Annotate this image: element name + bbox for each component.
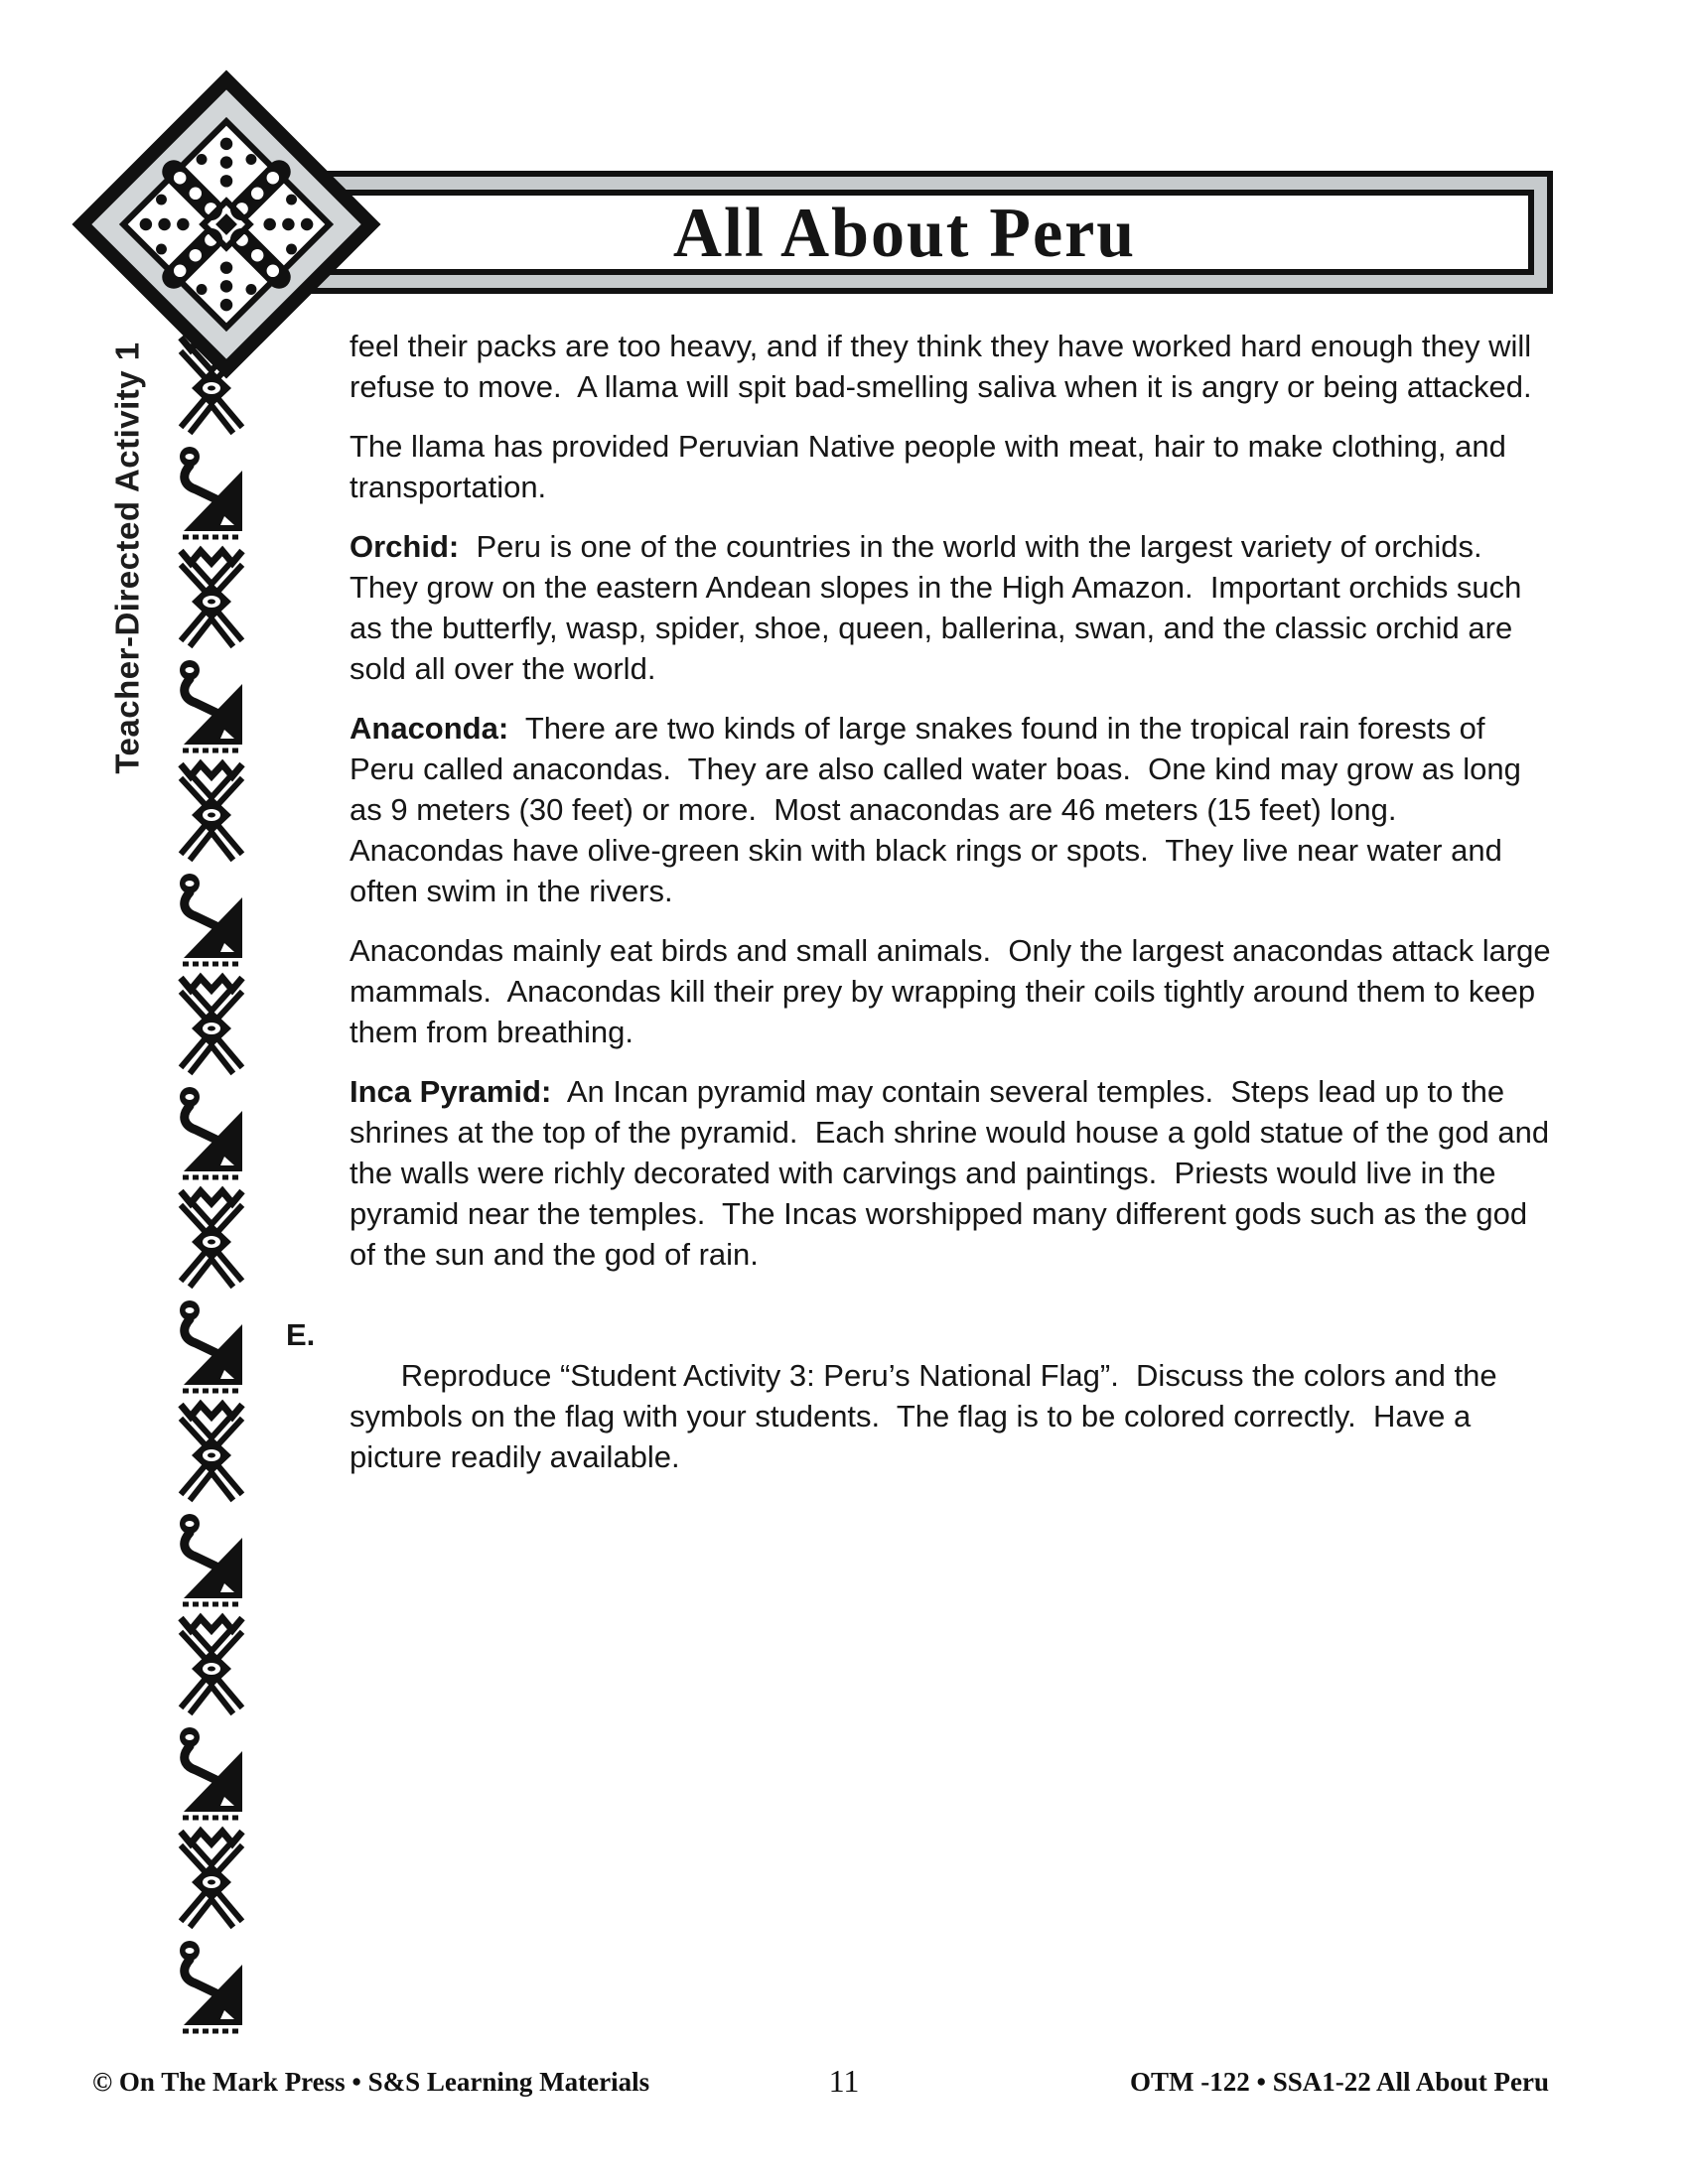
- page-number: 11: [828, 2063, 860, 2099]
- paragraph-lead: Inca Pyramid:: [350, 1074, 552, 1109]
- activity-item-text: Reproduce “Student Activity 3: Peru’s National Flag”. Discuss the colors and the symbols on the flag with your students. The flag is to be colored correctly. Have a picture readily available.: [350, 1358, 1506, 1474]
- page-footer: [0, 2061, 1688, 2107]
- body-paragraph: [350, 326, 1553, 407]
- title-banner: [256, 171, 1553, 294]
- body-paragraph: [350, 526, 1553, 689]
- sidebar-activity-label: Teacher-Directed Activity 1: [109, 341, 146, 774]
- paragraph-lead: Orchid:: [350, 529, 460, 564]
- title-banner-inner: [275, 190, 1534, 275]
- paragraph-text: Anacondas mainly eat birds and small animals. Only the largest anacondas attack large mammals. Anacondas kill their prey by wrapping their coils tightly around them to keep them from breathing.: [350, 933, 1560, 1049]
- paragraph-text: Peru is one of the countries in the world with the largest variety of orchids. They grow on the eastern Andean slopes in the High Amazon. Important orchids such as the butterfly, wasp, spider, shoe, queen, ballerina, swan, and the classic orchid are sold all over the world.: [350, 529, 1531, 686]
- inca-diamond-logo: [71, 69, 381, 379]
- paragraph-text: An Incan pyramid may contain several temples. Steps lead up to the shrines at the top of the pyramid. Each shrine would house a gold statue of the god and the walls were richly decorated with carvings and paintings. Priests would live in the pyramid near the temples. The Incas worshipped many different gods such as the god of the sun and the god of rain.: [350, 1074, 1558, 1272]
- paragraph-lead: Anaconda:: [350, 711, 509, 746]
- footer-product-code: OTM -122 • SSA1-22 All About Peru: [1130, 2067, 1549, 2097]
- body-paragraph: [350, 1071, 1558, 1275]
- paragraph-text: There are two kinds of large snakes found in the tropical rain forests of Peru called anacondas. They are also called water boas. One kind may grow as long as 9 meters (30 feet) or more. Most anacondas are 46 meters (15 feet) long. Anacondas have olive-green skin with black rings or spots. They live near water and often swim in the rivers.: [350, 711, 1530, 908]
- body-text-column: [286, 326, 1560, 1518]
- footer-publisher: © On The Mark Press • S&S Learning Materials: [92, 2067, 650, 2097]
- body-paragraph: [350, 708, 1553, 911]
- body-paragraph: [350, 426, 1553, 507]
- inca-bird-border-pattern: [175, 336, 248, 2045]
- page-title: All About Peru: [672, 192, 1137, 272]
- activity-item-E: [286, 1314, 1553, 1518]
- body-paragraph: [350, 930, 1560, 1052]
- paragraph-text: feel their packs are too heavy, and if they think they have worked hard enough they will refuse to move. A llama will spit bad-smelling saliva when it is angry or being attacked.: [350, 329, 1540, 404]
- paragraph-text: The llama has provided Peruvian Native people with meat, hair to make clothing, and transportation.: [350, 429, 1515, 504]
- activity-item-label: E.: [286, 1317, 316, 1352]
